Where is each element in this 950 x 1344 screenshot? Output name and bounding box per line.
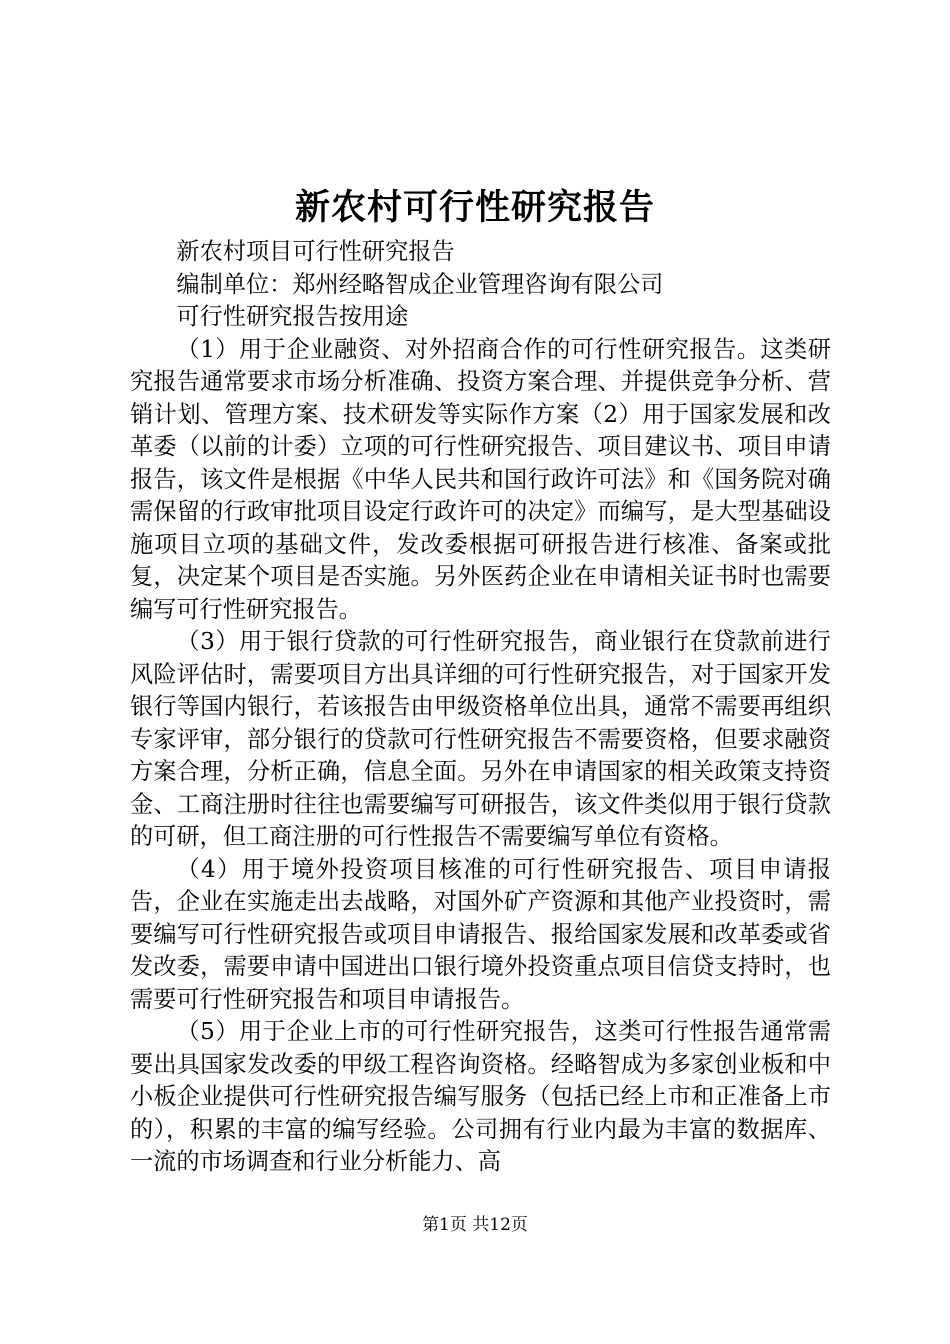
paragraph-use-4: （4）用于境外投资项目核准的可行性研究报告、项目申请报告，企业在实施走出去战略，对国外矿产资源和其他产业投资时，需要编写可行性研究报告或项目申请报告、报给国家发展和改革委或省发改委，需要申请中国进出口银行境外投资重点项目信贷支持时，也需要可行性研究报告和项目申请报告。 [130,855,831,1013]
page-footer [0,1213,950,1237]
compiler-line: 编制单位：郑州经略智成企业管理咨询有限公司 [176,270,664,298]
paragraph-use-5: （5）用于企业上市的可行性研究报告，这类可行性报告通常需要出具国家发改委的甲级工程咨询资格。经略智成为多家创业板和中小板企业提供可行性研究报告编写服务（包括已经上市和正准备上市的），积累的丰富的编写经验。公司拥有行业内最为丰富的数据库、一流的市场调查和行业分析能力、高 [130,1018,831,1175]
page-total: 共12页 [472,1215,528,1235]
section-heading: 可行性研究报告按用途 [176,303,409,330]
paragraph-use-3: （3）用于银行贷款的可行性研究报告，商业银行在贷款前进行风险评估时，需要项目方出具详细的可行性研究报告，对于国家开发银行等国内银行，若该报告由甲级资格单位出具，通常不需要再组织专家评审，部分银行的贷款可行性研究报告不需要资格，但要求融资方案合理，分析正确，信息全面。另外在申请国家的相关政策支持资金、工商注册时往往也需要编写可研报告，该文件类似用于银行贷款的可研，但工商注册的可行性报告不需要编写单位有资格。 [130,628,831,850]
document-body [130,236,831,1179]
paragraph-use-1-2: （1）用于企业融资、对外招商合作的可行性研究报告。这类研究报告通常要求市场分析准确、投资方案合理、并提供竞争分析、营销计划、管理方案、技术研发等实际作方案（2）用于国家发展和改革委（以前的计委）立项的可行性研究报告、项目建议书、项目申请报告，该文件是根据《中华人民共和国行政许可法》和《国务院对确需保留的行政审批项目设定行政许可的决定》而编写，是大型基础设施项目立项的基础文件，发改委根据可研报告进行核准、备案或批复，决定某个项目是否实施。另外医药企业在申请相关证书时也需要编写可行性研究报告。 [130,335,831,623]
page-number: 第1页 [422,1215,467,1235]
document-title: 新农村可行性研究报告 [294,187,655,228]
project-name-line: 新农村项目可行性研究报告 [176,238,455,265]
